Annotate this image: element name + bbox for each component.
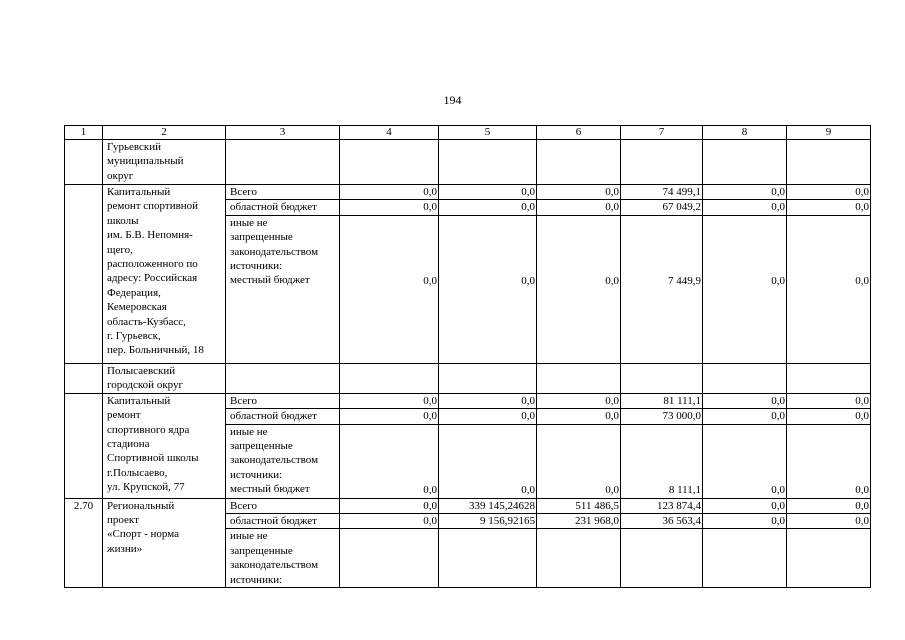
source-label: иные не запрещенные законодательством источники: bbox=[226, 529, 340, 588]
value-cell: 0,0 bbox=[439, 215, 537, 363]
value-cell: 0,0 bbox=[439, 200, 537, 215]
value-cell: 0,0 bbox=[703, 393, 787, 408]
table-cell bbox=[340, 363, 439, 393]
table-cell bbox=[439, 529, 537, 588]
table-cell bbox=[703, 363, 787, 393]
table-cell bbox=[621, 529, 703, 588]
value-cell: 123 874,4 bbox=[621, 498, 703, 513]
value-cell: 0,0 bbox=[787, 200, 871, 215]
value-cell: 0,0 bbox=[340, 185, 439, 200]
table-cell bbox=[537, 363, 621, 393]
value-cell: 8 111,1 bbox=[621, 424, 703, 498]
value-cell: 0,0 bbox=[537, 393, 621, 408]
table-cell bbox=[537, 529, 621, 588]
source-label: областной бюджет bbox=[226, 514, 340, 529]
table-cell bbox=[787, 529, 871, 588]
value-cell: 36 563,4 bbox=[621, 514, 703, 529]
value-cell: 0,0 bbox=[340, 514, 439, 529]
value-cell: 511 486,5 bbox=[537, 498, 621, 513]
source-label: Всего bbox=[226, 393, 340, 408]
source-label: Всего bbox=[226, 185, 340, 200]
value-cell: 7 449,9 bbox=[621, 215, 703, 363]
column-header: 5 bbox=[439, 126, 537, 140]
table-cell bbox=[787, 363, 871, 393]
value-cell: 0,0 bbox=[537, 200, 621, 215]
district-row bbox=[65, 363, 871, 393]
value-cell: 0,0 bbox=[340, 393, 439, 408]
budget-table bbox=[64, 125, 871, 588]
district-name: Полысаевский городской округ bbox=[103, 363, 226, 393]
project-name: Капитальный ремонт спортивной школы им. Б.В. Непомня- щего, расположенного по адресу: Российская Федерация, Кемеровская область-Кузбасс, г. Гурьевск, пер. Больничный, 18 bbox=[103, 185, 226, 364]
source-label: иные не запрещенные законодательством источники: местный бюджет bbox=[226, 215, 340, 363]
value-cell: 0,0 bbox=[703, 514, 787, 529]
value-cell: 0,0 bbox=[787, 185, 871, 200]
value-cell: 0,0 bbox=[787, 409, 871, 424]
table-row bbox=[65, 498, 871, 513]
column-header: 3 bbox=[226, 126, 340, 140]
value-cell: 0,0 bbox=[703, 200, 787, 215]
column-header: 9 bbox=[787, 126, 871, 140]
column-header: 8 bbox=[703, 126, 787, 140]
value-cell: 0,0 bbox=[787, 514, 871, 529]
value-cell: 0,0 bbox=[340, 200, 439, 215]
column-header-row bbox=[65, 126, 871, 140]
value-cell: 0,0 bbox=[537, 424, 621, 498]
value-cell: 0,0 bbox=[340, 424, 439, 498]
value-cell: 81 111,1 bbox=[621, 393, 703, 408]
value-cell: 0,0 bbox=[340, 498, 439, 513]
table-cell bbox=[340, 529, 439, 588]
value-cell: 0,0 bbox=[703, 409, 787, 424]
column-header: 4 bbox=[340, 126, 439, 140]
source-label: областной бюджет bbox=[226, 409, 340, 424]
column-header: 7 bbox=[621, 126, 703, 140]
table-cell bbox=[787, 140, 871, 185]
table-cell bbox=[226, 363, 340, 393]
column-header: 1 bbox=[65, 126, 103, 140]
value-cell: 0,0 bbox=[439, 409, 537, 424]
value-cell: 231 968,0 bbox=[537, 514, 621, 529]
column-header: 6 bbox=[537, 126, 621, 140]
value-cell: 0,0 bbox=[537, 409, 621, 424]
table-cell bbox=[226, 140, 340, 185]
value-cell: 0,0 bbox=[439, 424, 537, 498]
project-name: Региональный проект «Спорт - норма жизни» bbox=[103, 498, 226, 587]
value-cell: 67 049,2 bbox=[621, 200, 703, 215]
value-cell: 0,0 bbox=[703, 424, 787, 498]
value-cell: 0,0 bbox=[537, 215, 621, 363]
source-label: иные не запрещенные законодательством источники: местный бюджет bbox=[226, 424, 340, 498]
table-cell bbox=[537, 140, 621, 185]
value-cell: 0,0 bbox=[787, 424, 871, 498]
table-cell bbox=[703, 529, 787, 588]
table-cell bbox=[340, 140, 439, 185]
value-cell: 0,0 bbox=[703, 185, 787, 200]
table-cell bbox=[621, 363, 703, 393]
source-label: областной бюджет bbox=[226, 200, 340, 215]
value-cell: 0,0 bbox=[340, 215, 439, 363]
column-header: 2 bbox=[103, 126, 226, 140]
table-cell bbox=[65, 140, 103, 185]
value-cell: 0,0 bbox=[537, 185, 621, 200]
table-row bbox=[65, 393, 871, 408]
table-cell bbox=[65, 363, 103, 393]
table-cell bbox=[65, 393, 103, 498]
table-cell bbox=[439, 140, 537, 185]
table-cell bbox=[65, 185, 103, 364]
table-row bbox=[65, 185, 871, 200]
value-cell: 9 156,92165 bbox=[439, 514, 537, 529]
value-cell: 0,0 bbox=[439, 185, 537, 200]
value-cell: 339 145,24628 bbox=[439, 498, 537, 513]
value-cell: 0,0 bbox=[340, 409, 439, 424]
district-name: Гурьевский муниципальный округ bbox=[103, 140, 226, 185]
value-cell: 73 000,0 bbox=[621, 409, 703, 424]
value-cell: 0,0 bbox=[787, 393, 871, 408]
table-cell bbox=[439, 363, 537, 393]
value-cell: 74 499,1 bbox=[621, 185, 703, 200]
value-cell: 0,0 bbox=[703, 215, 787, 363]
value-cell: 0,0 bbox=[439, 393, 537, 408]
value-cell: 0,0 bbox=[787, 498, 871, 513]
row-code: 2.70 bbox=[65, 498, 103, 587]
district-row bbox=[65, 140, 871, 185]
value-cell: 0,0 bbox=[703, 498, 787, 513]
table-cell bbox=[703, 140, 787, 185]
page-number: 194 bbox=[443, 93, 462, 107]
table-cell bbox=[621, 140, 703, 185]
source-label: Всего bbox=[226, 498, 340, 513]
project-name: Капитальный ремонт спортивного ядра стадиона Спортивной школы г.Полысаево, ул. Крупской, 77 bbox=[103, 393, 226, 498]
value-cell: 0,0 bbox=[787, 215, 871, 363]
